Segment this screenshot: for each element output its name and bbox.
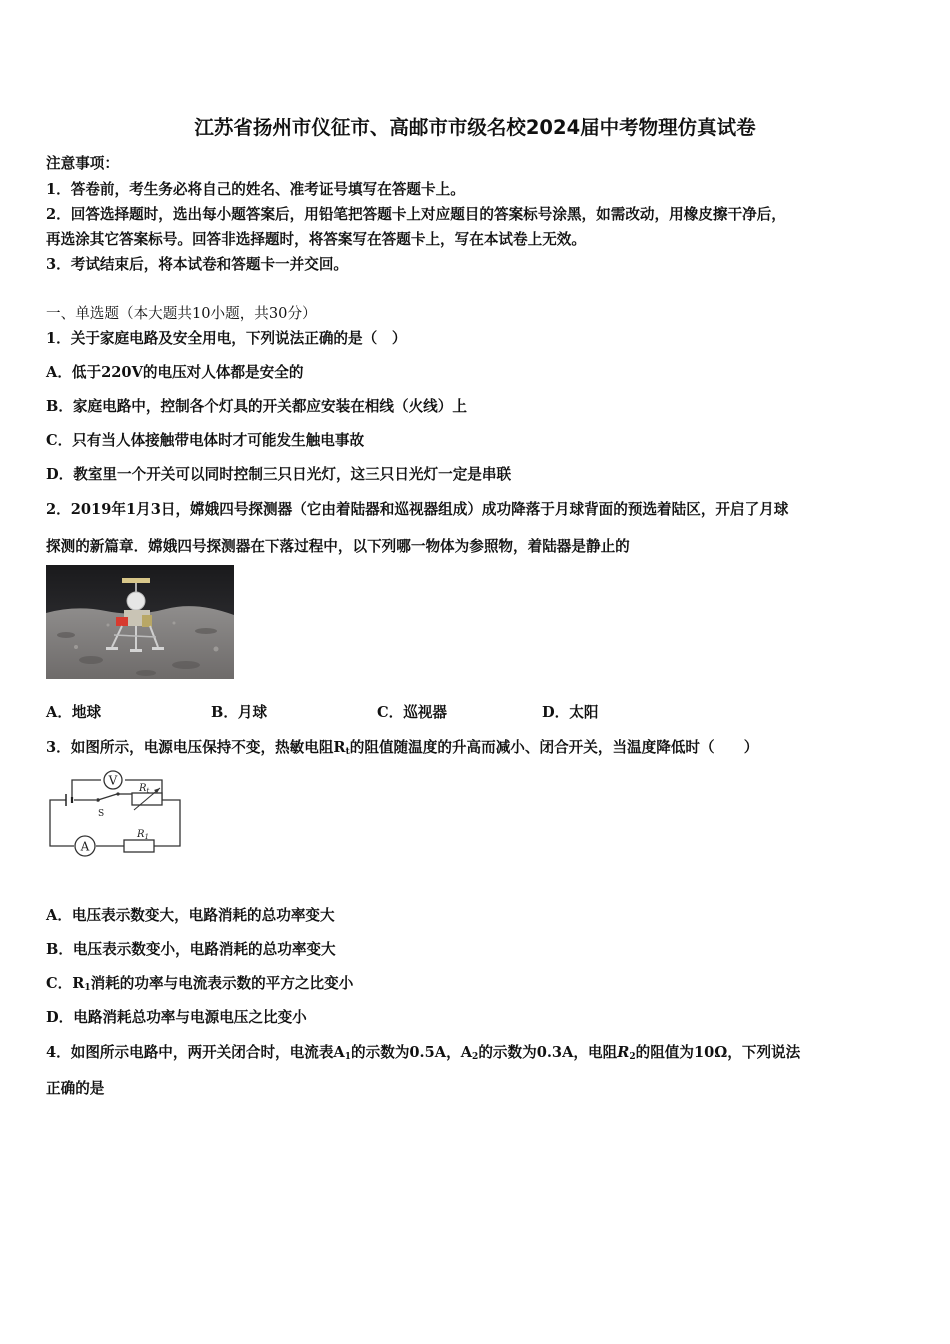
switch-label: S: [98, 809, 105, 819]
q1-stem: 1．关于家庭电路及安全用电，下列说法正确的是（ ）: [46, 330, 407, 347]
note-item: 2．回答选择题时，选出每小题答案后，用铅笔把答题卡上对应题目的答案标号涂黑，如需改动，用橡皮擦干净后，: [46, 206, 786, 223]
q2-option-d: D．太阳: [542, 704, 599, 721]
note-item: 再选涂其它答案标号。回答非选择题时，将答案写在答题卡上，写在本试卷上无效。: [46, 231, 586, 248]
q2-option-c: C．巡视器: [377, 704, 447, 721]
q3-option-c: C．$R_1$消耗的功率与电流表示数的平方之比变小: [46, 975, 354, 993]
q4-stem: 正确的是: [46, 1080, 105, 1097]
section-heading: 一、单选题（本大题共10小题，共30分）: [46, 305, 317, 322]
q2-option-a: A．地球: [46, 704, 102, 721]
q3-circuit-diagram: [46, 766, 186, 870]
exam-title: 江苏省扬州市仪征市、高邮市市级名校2024届中考物理仿真试卷: [194, 116, 756, 139]
voltmeter-label: V: [108, 773, 118, 788]
q2-stem: 2．2019年1月3日，嫦娥四号探测器（它由着陆器和巡视器组成）成功降落于月球背面的预选着陆区，开启了月球: [46, 501, 789, 518]
q4-stem: 4．如图所示电路中，两开关闭合时，电流表$A_1$的示数为0.5A，$A_2$的示数为0.3A，电阻$R_2$的阻值为10Ω，下列说法: [46, 1044, 801, 1062]
note-item: 1．答卷前，考生务必将自己的姓名、准考证号填写在答题卡上。: [46, 181, 465, 198]
ammeter-label: A: [80, 839, 90, 854]
r1-label: $R_1$: [137, 829, 149, 841]
q1-option-a: A．低于220V的电压对人体都是安全的: [46, 364, 304, 381]
q1-option-c: C．只有当人体接触带电体时才可能发生触电事故: [46, 432, 365, 449]
q2-stem: 探测的新篇章．嫦娥四号探测器在下落过程中，以下列哪一物体为参照物，着陆器是静止的: [46, 538, 630, 555]
note-item: 3．考试结束后，将本试卷和答题卡一并交回。: [46, 256, 349, 273]
notes-heading: 注意事项：: [46, 155, 119, 172]
q3-option-d: D．电路消耗总功率与电源电压之比变小: [46, 1009, 307, 1026]
q3-option-a: A．电压表示数变大，电路消耗的总功率变大: [46, 907, 335, 924]
q2-option-b: B．月球: [211, 704, 268, 721]
q1-option-b: B．家庭电路中，控制各个灯具的开关都应安装在相线（火线）上: [46, 398, 467, 415]
q3-stem: 3．如图所示，电源电压保持不变，热敏电阻$R_t$的阻值随温度的升高而减小、闭合开关，当温度降低时（ ）: [46, 739, 759, 757]
q1-option-d: D．教室里一个开关可以同时控制三只日光灯，这三只日光灯一定是串联: [46, 466, 512, 483]
q3-option-b: B．电压表示数变小，电路消耗的总功率变大: [46, 941, 336, 958]
lunar-lander-photo: [46, 565, 234, 679]
rt-label: $R_t$: [139, 783, 150, 795]
